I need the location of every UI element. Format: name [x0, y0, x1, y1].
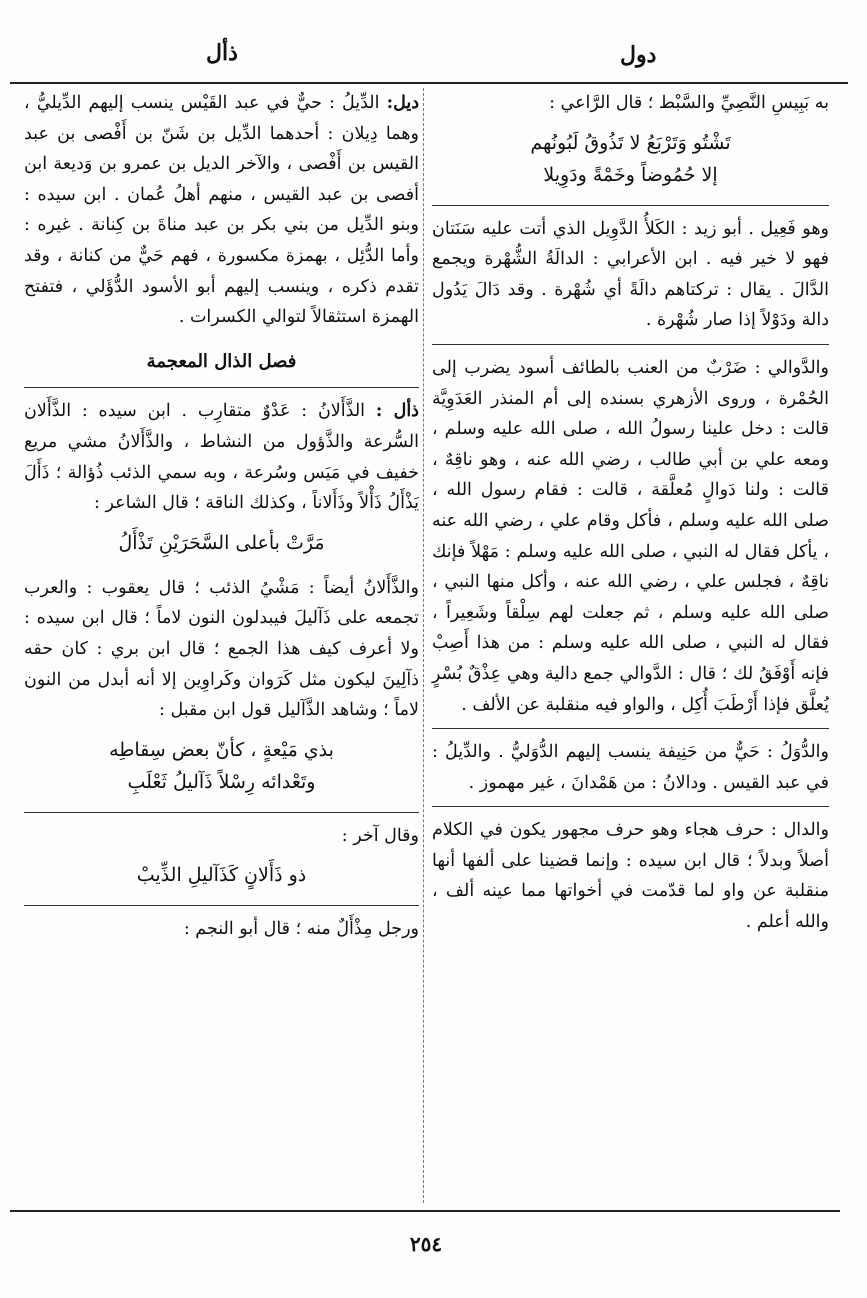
left-column	[24, 88, 419, 951]
separator	[432, 344, 829, 345]
headword: ديل:	[386, 93, 419, 113]
page-number: ٢٥٤	[409, 1232, 443, 1256]
paragraph: ورجل مِذْأَلٌ منه ؛ قال أبو النجم :	[183, 919, 419, 940]
section-title: فصل الذال المعجمة	[146, 350, 297, 372]
separator	[432, 806, 829, 807]
verse	[24, 859, 419, 891]
separator	[24, 905, 419, 906]
entry-text: الدِّيلُ : حيٌّ في عبد القَيْس ينسب إليهم الدِّيليُّ ، وهما دِيلان : أحدهما الدِّيل بن شَنّ بن أَفْصى بن عبد القيس بن أَفْصى ، والآخر الديل بن عمرو بن وَديعة ابن أفصى بن عبد القيس ، منهم أهلُ عُمان . ابن سيده : وبنو الدِّيل من بني بكر بن عبد مناةَ بن كِنانة . غيره : وأما الدُّئِل ، بهمزة مكسورة ، فهم حَيٌّ من كنانة ، وقد تقدم ذكره ، وينسب إليهم أبو الأسود الدُّؤَلي ، فتفتح الهمزة استثقالاً لتوالي الكسرات .	[24, 93, 419, 328]
verse-line: مَرَّتْ بأعلى السَّحَرَيْنِ تَذْأَلُ	[118, 531, 325, 554]
column-divider	[423, 88, 424, 1203]
running-title-left: ذأل	[206, 40, 238, 66]
paragraph: به بَبِيسِ النَّصِيِّ والسَّبْط ؛ قال الرَّاعي :	[549, 93, 829, 113]
verse-line: تَشْتُو وَتَرْبَعُ لا تَذُوقُ لَبُونُهم	[530, 131, 731, 154]
paragraph: والدال : حرف هجاء وهو حرف مجهور يكون في الكلام أصلاً وبدلاً ؛ قال ابن سيده : وإنما قضينا على ألفها أنها منقلبة عن واو لما قدّمت في أخواتها مما عينه ألف ، والله أعلم .	[432, 820, 829, 933]
verse-line: وتَعْدائه رِسْلاً ذَآليلُ ثَعْلَبِ	[127, 770, 316, 793]
footer-rule	[10, 1210, 840, 1212]
separator	[432, 205, 829, 206]
verse-line: بذي مَيْعةٍ ، كأنّ بعض سِقاطِه	[109, 738, 334, 761]
paragraph: والدُّوَلُ : حَيٌّ من حَنِيفة ينسب إليهم الدُّوَليُّ . والدِّيلُ : في عبد القيس . ودالانُ : من هَمْدانَ ، غير مهموز .	[432, 742, 829, 793]
verse	[24, 527, 419, 559]
page-header	[10, 30, 847, 70]
verse	[432, 127, 829, 191]
paragraph: وهو فَعِيل . أبو زيد : الكَلأُ الدَّوِيل الذي أتت عليه سَنَتان فهو لا خير فيه . ابن الأعرابي : الدالَةُ الشُّهْرة ويجمع الدَّالَ . يقال : تركتاهم دالَةً أي شُهْرة . وقد دَالَ يَدُول دالة ودَوْلاً إذا صار شُهْرة .	[432, 218, 829, 331]
header-rule	[10, 82, 848, 84]
entry-text: الذَّأَلانُ : عَدْوٌ متقارِب . ابن سيده : الذَّأَلان السُّرعة والذَّؤول من النشاط ، والذَّأَلانُ مشي مريع خفيف في مَيَس وسُرعة ، وبه سمي الذئب ذُؤالة ؛ ذَأَلَ يَذْأَلُ ذَأْلاً وذَأَلاناً ، وكذلك الناقة ؛ قال الشاعر :	[24, 401, 419, 514]
headword: ذأل :	[375, 401, 419, 422]
paragraph: والذَّأَلانُ أيضاً : مَشْيُ الذئب ؛ قال يعقوب : والعرب تجمعه على ذَآليلَ فيبدلون النون لاماً ؛ قال ابن سيده : ولا أعرف كيف هذا الجمع ؛ قال ابن بري : كان حقه ذآلِينَ ليكون مثل كَرَوان وكَراوِين إلا أنه أبدل من النون لاماً ؛ وشاهد الذَّآليل قول ابن مقبل :	[24, 577, 419, 721]
verse-line: إلا حُمُوضاً وخَمْةً ودَوِيلا	[543, 163, 718, 186]
verse-line: ذو ذَأَلانٍ كَذَآليلِ الذِّيبْ	[136, 864, 307, 887]
paragraph: وقال آخر :	[341, 825, 419, 846]
separator	[24, 387, 419, 388]
separator	[24, 812, 419, 813]
separator	[432, 728, 829, 729]
entry-dyl	[24, 88, 419, 333]
running-title-right: دول	[620, 42, 657, 68]
paragraph: والدَّوالي : ضَرْبٌ من العنب بالطائف أسود يضرب إلى الحُمْرة ، وروى الأزهري بسنده إلى أم المنذر العَدَوِيَّة قالت : دخل علينا رسولُ الله ، صلى الله عليه وسلم ، ومعه علي بن أبي طالب ، رضي الله عنه ، وهو ناقِهٌ ، قالت : ولنا دَوالٍ مُعلَّقة ، قالت : فقام رسول الله ، صلى الله عليه وسلم ، فأكل وقام علي ، رضي الله عنه ، يأكل فقال له النبي ، صلى الله عليه وسلم : مَهْلاً فإنك ناقِهٌ ، فجلس علي ، رضي الله عنه ، وأكل منها النبي ، صلى الله عليه وسلم ، ثم جعلت لهم سِلْقاً وشَعِيراً ، فقال له النبي ، صلى الله عليه وسلم : من هذا أَصِبْ فإنه أَوْفَقُ لك ؛ قال : الدَّوالي جمع دالية وهي عِذْقٌ بُسْرٍ يُعلَّق فإذا أَرْطَبَ أُكِل ، والواو فيه منقلبة عن الألف .	[432, 357, 829, 715]
right-column	[432, 88, 829, 944]
verse	[24, 734, 419, 798]
entry-dhal	[24, 396, 419, 518]
